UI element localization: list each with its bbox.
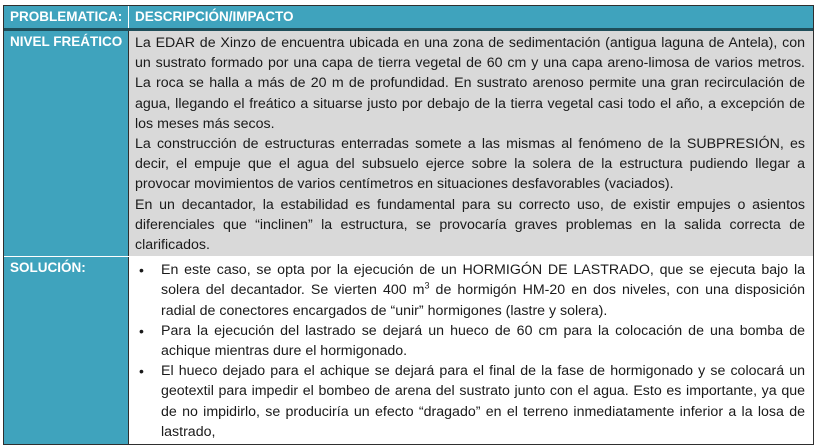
row-description-solucion — [129, 257, 813, 444]
bullet-1-superscript: 3 — [424, 280, 430, 291]
table-header-row — [4, 6, 813, 31]
description-paragraph-1: La EDAR de Xinzo de encuentra ubicada en una zona de sedimentación (antigua laguna de Antela), con un sustrato formado por una capa de tierra vegetal de 60 cm y una capa areno-limosa de varios metros. La roca se halla a más de 20 m de profundidad. En sustrato arenoso permite una gran recirculación de agua, llegando el freático a situarse justo por debajo de la tierra vegetal casi todo el año, a excepción de los meses más secos. — [135, 35, 805, 132]
bullet-icon: • — [139, 363, 144, 380]
solution-bullet-1 — [135, 260, 805, 321]
bullet-1-text-b: de hormigón HM-20 en dos niveles, con una disposición radial de conectores encargados de “unir” hormigones (lastre y solera). — [161, 282, 805, 319]
bullet-1-text-a: En este caso, se opta por la ejecución de un HORMIGÓN DE LASTRADO, que se ejecuta bajo la solera del decantador. Se vierten 400 m — [161, 262, 805, 299]
table-row-nivel-freatico — [4, 31, 813, 257]
row-description-nivel-freatico — [129, 31, 813, 256]
table-row-solucion — [4, 257, 813, 444]
row-label-nivel-freatico: NIVEL FREÁTICO — [4, 31, 129, 256]
description-paragraph-2: La construcción de estructuras enterradas somete a las mismas al fenómeno de la SUBPRESIÓN, es decir, el empuje que el agua del subsuelo ejerce sobre la solera de la estructura pudiendo llegar a provocar movimientos de varios centímetros en situaciones desfavorables (vaciados). — [135, 136, 805, 193]
header-descripcion: DESCRIPCIÓN/IMPACTO — [135, 9, 294, 24]
bullet-icon: • — [139, 322, 144, 339]
bullet-3-text: El hueco dejado para el achique se dejará para el final de la fase de hormigonado y se colocará un geotextil para impedir el bombeo de arena del sustrato junto con el agua. Esto es importante, ya que de no impidirlo, se produciría un efecto “dragado” en el terreno inmediatamente inferior a la losa de lastrado, — [161, 363, 805, 440]
bullet-icon: • — [139, 262, 144, 279]
row-label-solucion: SOLUCIÓN: — [4, 257, 129, 444]
problem-table — [3, 5, 814, 445]
solution-bullet-list — [135, 260, 805, 442]
description-paragraph-3: En un decantador, la estabilidad es fundamental para su correcto uso, de existir empujes o asientos diferenciales que “inclinen” la estructura, se provocaría graves problemas en la salida correcta de clarificados. — [135, 196, 805, 254]
bullet-2-text: Para la ejecución del lastrado se dejará un hueco de 60 cm para la colocación de una bomba de achique mientras dure el hormigonado. — [161, 322, 805, 360]
header-problematica: PROBLEMATICA: — [4, 6, 129, 28]
solution-bullet-2 — [135, 321, 805, 361]
